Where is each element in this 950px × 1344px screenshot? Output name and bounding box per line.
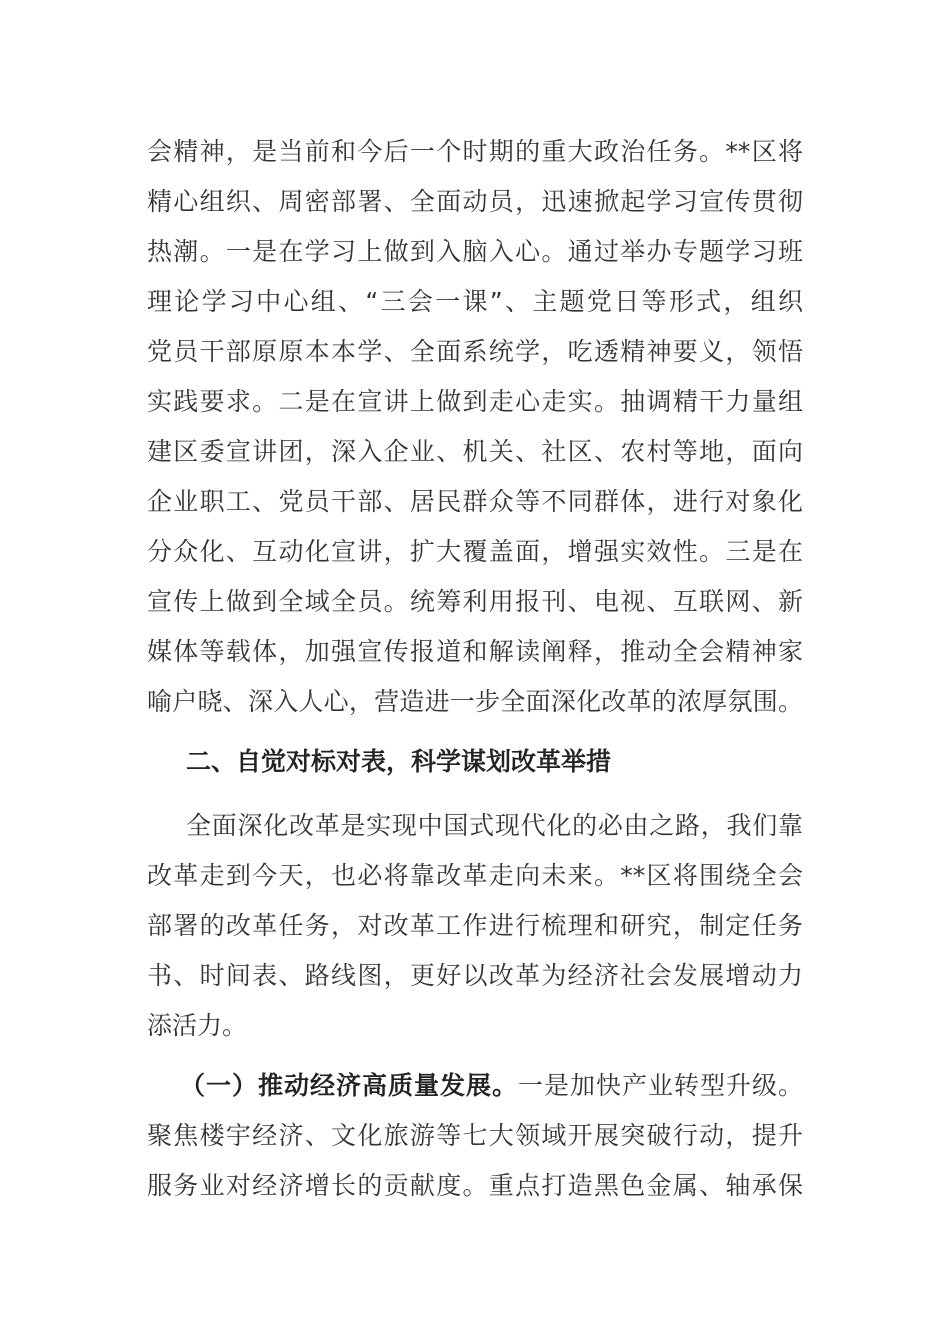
text-line: 添活力。 bbox=[147, 1011, 248, 1040]
text-line: 分众化、互动化宣讲，扩大覆盖面，增强实效性。三是在 bbox=[147, 537, 803, 566]
text-line: 改革走到今天，也必将靠改革走向未来。**区将围绕全会 bbox=[147, 861, 803, 890]
text-line: 实践要求。二是在宣讲上做到走心走实。抽调精干力量组 bbox=[147, 387, 803, 416]
text-line: 党员干部原原本本学、全面系统学，吃透精神要义，领悟 bbox=[147, 337, 803, 366]
subsection-lead: （一）推动经济高质量发展。 bbox=[180, 1071, 518, 1100]
text-line: 喻户晓、深入人心，营造进一步全面深化改革的浓厚氛围。 bbox=[147, 687, 803, 716]
text-line: 会精神，是当前和今后一个时期的重大政治任务。**区将 bbox=[147, 137, 803, 166]
text-line: 理论学习中心组、“三会一课”、主题党日等形式，组织 bbox=[147, 287, 803, 316]
text-line: 热潮。一是在学习上做到入脑入心。通过举办专题学习班 bbox=[147, 237, 803, 266]
text-line: 建区委宣讲团，深入企业、机关、社区、农村等地，面向 bbox=[147, 437, 803, 466]
text-line: 媒体等载体，加强宣传报道和解读阐释，推动全会精神家 bbox=[147, 637, 803, 666]
text-line: 精心组织、周密部署、全面动员，迅速掀起学习宣传贯彻 bbox=[147, 187, 803, 216]
text-line: 服务业对经济增长的贡献度。重点打造黑色金属、轴承保 bbox=[147, 1171, 803, 1200]
text-line: 企业职工、党员干部、居民群众等不同群体，进行对象化 bbox=[147, 487, 803, 516]
section-heading: 二、自觉对标对表，科学谋划改革举措 bbox=[186, 747, 612, 776]
text-line bbox=[180, 1069, 803, 1103]
text-line: 书、时间表、路线图，更好以改革为经济社会发展增动力 bbox=[147, 961, 803, 990]
text-line: 宣传上做到全域全员。统筹利用报刊、电视、互联网、新 bbox=[147, 587, 803, 616]
text-span: 一是加快产业转型升级。 bbox=[517, 1071, 803, 1100]
text-line: 聚焦楼宇经济、文化旅游等七大领域开展突破行动，提升 bbox=[147, 1121, 803, 1150]
text-line: 全面深化改革是实现中国式现代化的必由之路，我们靠 bbox=[186, 811, 803, 840]
text-line: 部署的改革任务，对改革工作进行梳理和研究，制定任务 bbox=[147, 911, 803, 940]
